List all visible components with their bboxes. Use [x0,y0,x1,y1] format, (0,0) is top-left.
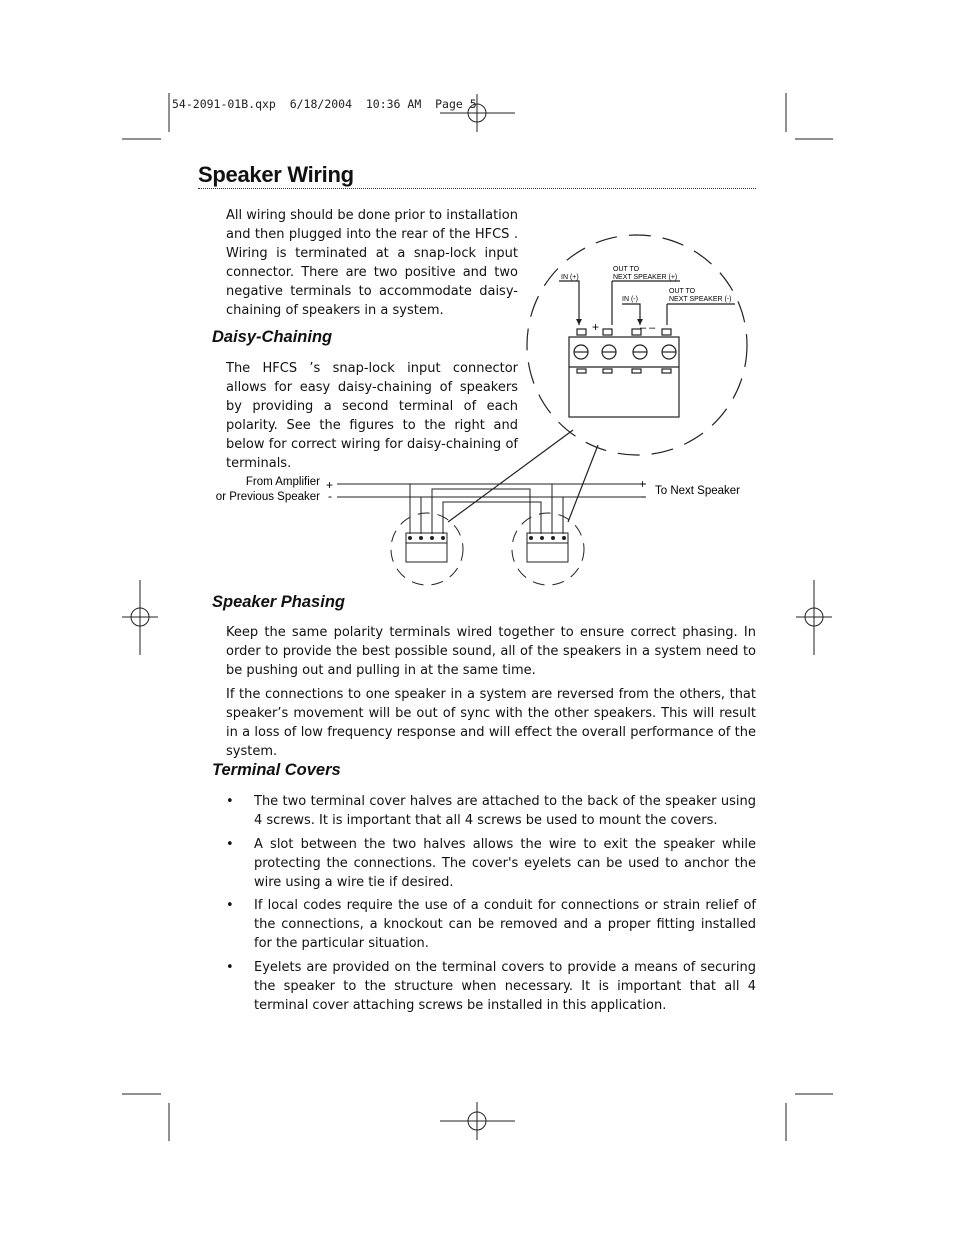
speaker-2-connector [527,533,568,562]
bullet: • [226,960,234,975]
phasing-paragraph-2: If the connections to one speaker in a system are reversed from the others, that speaker’s movement will be out of sync with the other speakers. This will result in a loss of low frequency response and will effect the overall performance of the system. [226,687,756,759]
label-out-to-1: OUT TO [613,266,640,273]
daisy-chaining-paragraph: The HFCS ’s snap-lock input connector allows for easy daisy-chaining of speakers by providing a second terminal of each polarity. See the figures to the right and below for correct wiring for daisy-chaining of terminals. [226,361,518,471]
terminal-covers-heading: Terminal Covers [212,761,341,779]
bullet: • [226,794,234,809]
wiring-diagram [200,225,760,590]
label-next-plus: + [639,477,647,491]
intro-paragraph: All wiring should be done prior to installation and then plugged into the rear of the HFCS . Wiring is terminated at a snap-lock input connector. There are two positive and two negative terminals to accommodate daisy-chaining of speakers in a system. [226,208,518,318]
list-item-text: Eyelets are provided on the terminal covers to provide a means of securing the speaker to the structure when necessary. It is important that all 4 terminal cover attaching screws be installed in this application. [254,960,756,1013]
list-item [226,835,756,895]
phasing-paragraph-1: Keep the same polarity terminals wired together to ensure correct phasing. In order to provide the best possible sound, all of the speakers in a system need to be pushing out and pulling in at the same time. [226,625,756,678]
list-item-text: A slot between the two halves allows the wire to exit the speaker while protecting the connections. The cover's eyelets can be used to anchor the wire using a wire tie if desired. [254,837,756,890]
speaker-1-circle [391,513,463,585]
bullet: • [226,837,234,852]
list-item [226,896,756,956]
daisy-chaining-heading: Daisy-Chaining [212,328,333,346]
speaker-1-connector [406,533,447,562]
label-to-next-speaker: To Next Speaker [655,485,741,497]
label-in-positive: IN (+) [561,274,579,281]
label-previous-speaker: or Previous Speaker [215,491,320,503]
label-in-negative: IN (-) [622,296,638,303]
speaker-2-circle [512,513,584,585]
label-next-speaker-negative: NEXT SPEAKER (-) [669,296,732,303]
page-title: Speaker Wiring [198,162,354,187]
title-rule [198,188,756,189]
label-next-minus: - [641,489,645,503]
list-item-text: The two terminal cover halves are attached to the back of the speaker using 4 screws. It is important that all 4 screws be used to mount the covers. [254,794,756,828]
bullet: • [226,898,234,913]
speaker-phasing-heading: Speaker Phasing [212,593,345,611]
label-from-amplifier: From Amplifier [245,476,320,488]
label-next-speaker-positive: NEXT SPEAKER (+) [613,274,678,281]
connector-plus-sign: + [592,320,600,334]
print-slug: 54-2091-01B.qxp 6/18/2004 10:36 AM Page 5 [172,97,477,111]
list-item [226,958,756,1018]
connector-minus-signs: – – [640,322,656,334]
list-item-text: If local codes require the use of a conduit for connections or strain relief of the connections, a knockout can be removed and a proper fitting installed for the particular situation. [254,898,756,951]
list-item [226,792,756,832]
label-amp-plus: + [326,478,334,492]
label-amp-minus: - [328,489,332,503]
label-out-to-2: OUT TO [669,288,696,295]
